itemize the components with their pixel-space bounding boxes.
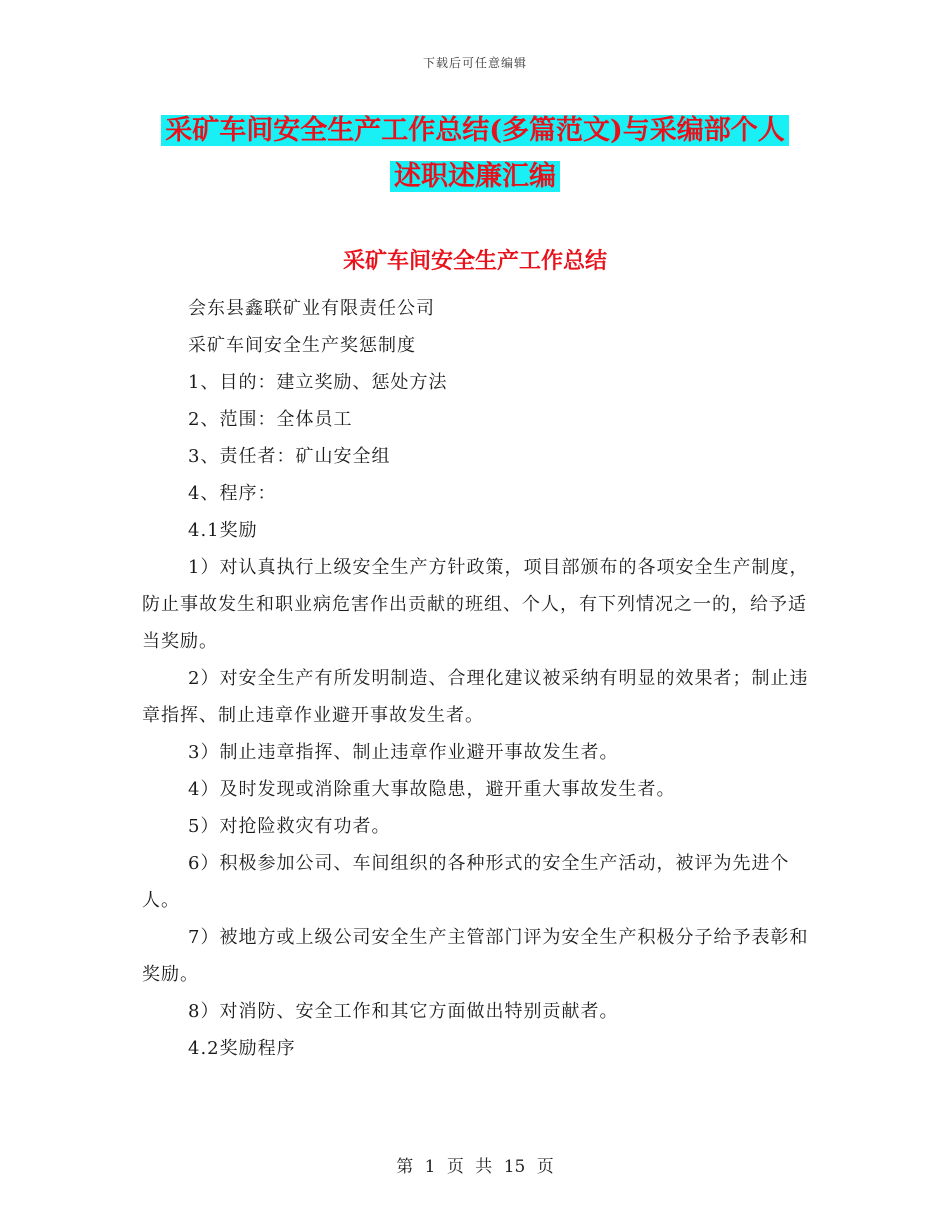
paragraph: 采矿车间安全生产奖惩制度	[188, 335, 416, 356]
paragraph: 4.1奖励	[188, 520, 258, 541]
paragraph: 6）积极参加公司、车间组织的各种形式的安全生产活动，被评为先进个人。	[142, 853, 790, 911]
title-line-1: 采矿车间安全生产工作总结(多篇范文)与采编部个人	[161, 115, 789, 146]
paragraph: 4.2奖励程序	[188, 1038, 296, 1059]
header-note: 下载后可任意编辑	[422, 56, 527, 70]
paragraph: 2）对安全生产有所发明制造、合理化建议被采纳有明显的效果者；制止违章指挥、制止违章作业避开事故发生者。	[142, 668, 809, 726]
paragraph: 2、范围：全体员工	[188, 409, 353, 430]
paragraph: 4、程序：	[188, 483, 277, 504]
paragraph: 4）及时发现或消除重大事故隐患，避开重大事故发生者。	[188, 779, 676, 800]
paragraph: 5）对抢险救灾有功者。	[188, 816, 391, 837]
paragraph: 1）对认真执行上级安全生产方针政策，项目部颁布的各项安全生产制度，防止事故发生和职业病危害作出贡献的班组、个人，有下列情况之一的，给予适当奖励。	[142, 557, 809, 652]
document-body	[142, 290, 810, 1067]
paragraph: 1、目的：建立奖励、惩处方法	[188, 372, 448, 393]
title-line-2: 述职述廉汇编	[390, 161, 560, 192]
paragraph: 3、责任者：矿山安全组	[188, 446, 391, 467]
paragraph: 7）被地方或上级公司安全生产主管部门评为安全生产积极分子给予表彰和奖励。	[142, 927, 809, 985]
paragraph: 3）制止违章指挥、制止违章作业避开事故发生者。	[188, 742, 619, 763]
paragraph: 8）对消防、安全工作和其它方面做出特别贡献者。	[188, 1001, 619, 1022]
page-footer: 第 1 页 共 15 页	[396, 1157, 554, 1177]
section-title: 采矿车间安全生产工作总结	[342, 248, 607, 274]
paragraph: 会东县鑫联矿业有限责任公司	[188, 298, 435, 319]
document-title	[0, 108, 950, 200]
